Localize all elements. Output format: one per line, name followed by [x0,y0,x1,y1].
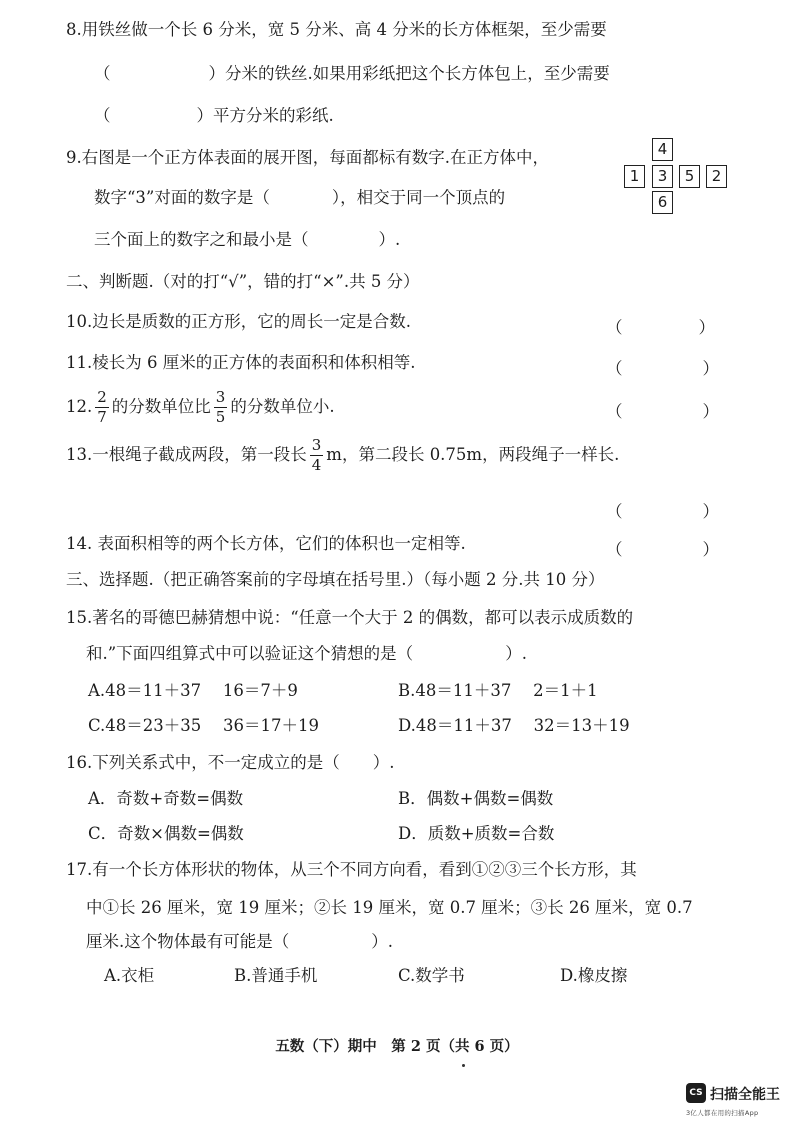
paren-open: （ [606,402,623,421]
q16-option-b: B．偶数+偶数=偶数 [398,789,554,808]
q9-line2 [94,190,505,207]
q13-line [66,438,619,473]
q12-line [66,390,335,425]
page-footer: 五数（下）期中 第 2 页（共 6 页） [275,1038,519,1055]
paren-open: （ [606,359,623,378]
net-cell-2: 2 [706,165,727,188]
q15-line2 [86,646,527,663]
cube-net [622,138,730,214]
q17-line1: 17.有一个长方体形状的物体，从三个不同方向看，看到①②③三个长方形，其 [66,860,637,879]
paren-open: （ [606,540,623,559]
section3-title: 三、选择题.（把正确答案前的字母填在括号里.）（每小题 2 分.共 10 分） [66,570,605,589]
q13-numerator: 3 [311,436,322,454]
q13-text-start: 13.一根绳子截成两段，第一段长 [66,445,307,464]
scanner-logo-icon: CS [686,1083,706,1103]
q17-option-d: D.橡皮擦 [560,966,628,985]
q8-line3 [94,108,334,125]
q12-middle: 的分数单位比 [111,397,211,416]
q15-line2-end: ）. [505,644,527,663]
q17-option-b: B.普通手机 [234,966,318,985]
q12-f2-denominator: 5 [215,408,226,426]
q15-line2-text: 和.”下面四组算式中可以验证这个猜想的是（ [86,644,414,663]
q13-fraction [310,438,324,473]
q9-line3-rest: ）. [378,230,401,249]
q9-line1: 9.右图是一个正方体表面的展开图，每面都标有数字.在正方体中， [66,148,549,167]
q9-line3 [94,232,400,249]
q10-answer-paren [606,314,715,338]
q15-option-b: B.48＝11＋37 2＝1＋1 [398,681,598,700]
q9-line3-text: 三个面上的数字之和最小是（ [94,230,309,249]
paren-open: （ [606,502,623,521]
q17-option-a: A.衣柜 [104,966,155,985]
q15-option-c: C.48＝23＋35 36＝17＋19 [88,716,319,735]
q10-text: 10.边长是质数的正方形，它的周长一定是合数. [66,312,411,331]
scanner-watermark [686,1083,786,1119]
q11-text: 11.棱长为 6 厘米的正方体的表面积和体积相等. [66,353,416,372]
section2-title: 二、判断题.（对的打“√”，错的打“×”.共 5 分） [66,272,420,291]
q8-blank2-open: （ [94,106,111,125]
q12-f1-denominator: 7 [97,408,107,426]
q11-answer-paren [606,355,719,379]
q12-number: 12. [66,397,93,416]
q15-line1: 15.著名的哥德巴赫猜想中说：“任意一个大于 2 的偶数，都可以表示成质数的 [66,608,634,627]
q12-fraction-2 [214,390,228,425]
paren-close: ） [702,540,719,559]
q12-f1-numerator: 2 [97,388,107,406]
q14-answer-paren [606,536,719,560]
q16-option-c: C．奇数×偶数=偶数 [88,824,244,843]
scanner-app-name: 扫描全能王 [710,1087,780,1103]
q17-line2: 中①长 26 厘米，宽 19 厘米；②长 19 厘米，宽 0.7 厘米；③长 26 厘米，宽 0.7 [86,898,693,917]
net-cell-top: 4 [652,138,673,161]
paren-open: （ [606,318,623,337]
q12-fraction-1 [95,390,109,425]
q17-option-c: C.数学书 [398,966,465,985]
paren-close: ） [702,359,719,378]
scanner-tagline: 3亿人都在用的扫描App [686,1109,759,1117]
q12-end: 的分数单位小. [230,397,335,416]
q8-line2 [94,66,610,83]
q17-line3-end: ）. [371,932,393,951]
q9-line2-rest: ），相交于同一个顶点的 [331,188,506,207]
paren-close: ） [702,402,719,421]
q16-stem: 16.下列关系式中，不一定成立的是（ ）. [66,753,395,772]
q15-option-a: A.48＝11＋37 16＝7＋9 [88,681,298,700]
net-cell-3: 3 [652,165,673,188]
paren-close: ） [702,502,719,521]
q14-text: 14. 表面积相等的两个长方体，它们的体积也一定相等. [66,534,466,553]
q8-line3-text: ）平方分米的彩纸. [196,106,334,125]
q16-option-d: D．质数+质数=合数 [398,824,555,843]
net-cell-5: 5 [679,165,700,188]
q9-line2-text: 数字“3”对面的数字是（ [94,188,270,207]
q17-line3-text: 厘米.这个物体最有可能是（ [86,932,290,951]
q8-line2-text: ）分米的铁丝.如果用彩纸把这个长方体包上，至少需要 [208,64,610,83]
net-cell-bottom: 6 [652,191,673,214]
q16-option-a: A．奇数+奇数=偶数 [88,789,244,808]
q13-text-end: m，第二段长 0.75m，两段绳子一样长. [326,445,620,464]
q12-answer-paren [606,398,719,422]
net-cell-1: 1 [624,165,645,188]
q15-option-d: D.48＝11＋37 32＝13＋19 [398,716,630,735]
q13-answer-paren [606,498,719,522]
paren-close: ） [698,318,715,337]
q17-line3 [86,934,393,951]
q8-line1: 8.用铁丝做一个长 6 分米，宽 5 分米、高 4 分米的长方体框架，至少需要 [66,20,607,39]
scan-speck [462,1064,465,1067]
q12-f2-numerator: 3 [215,388,226,406]
q13-denominator: 4 [311,456,322,474]
q8-blank1-open: （ [94,64,111,83]
